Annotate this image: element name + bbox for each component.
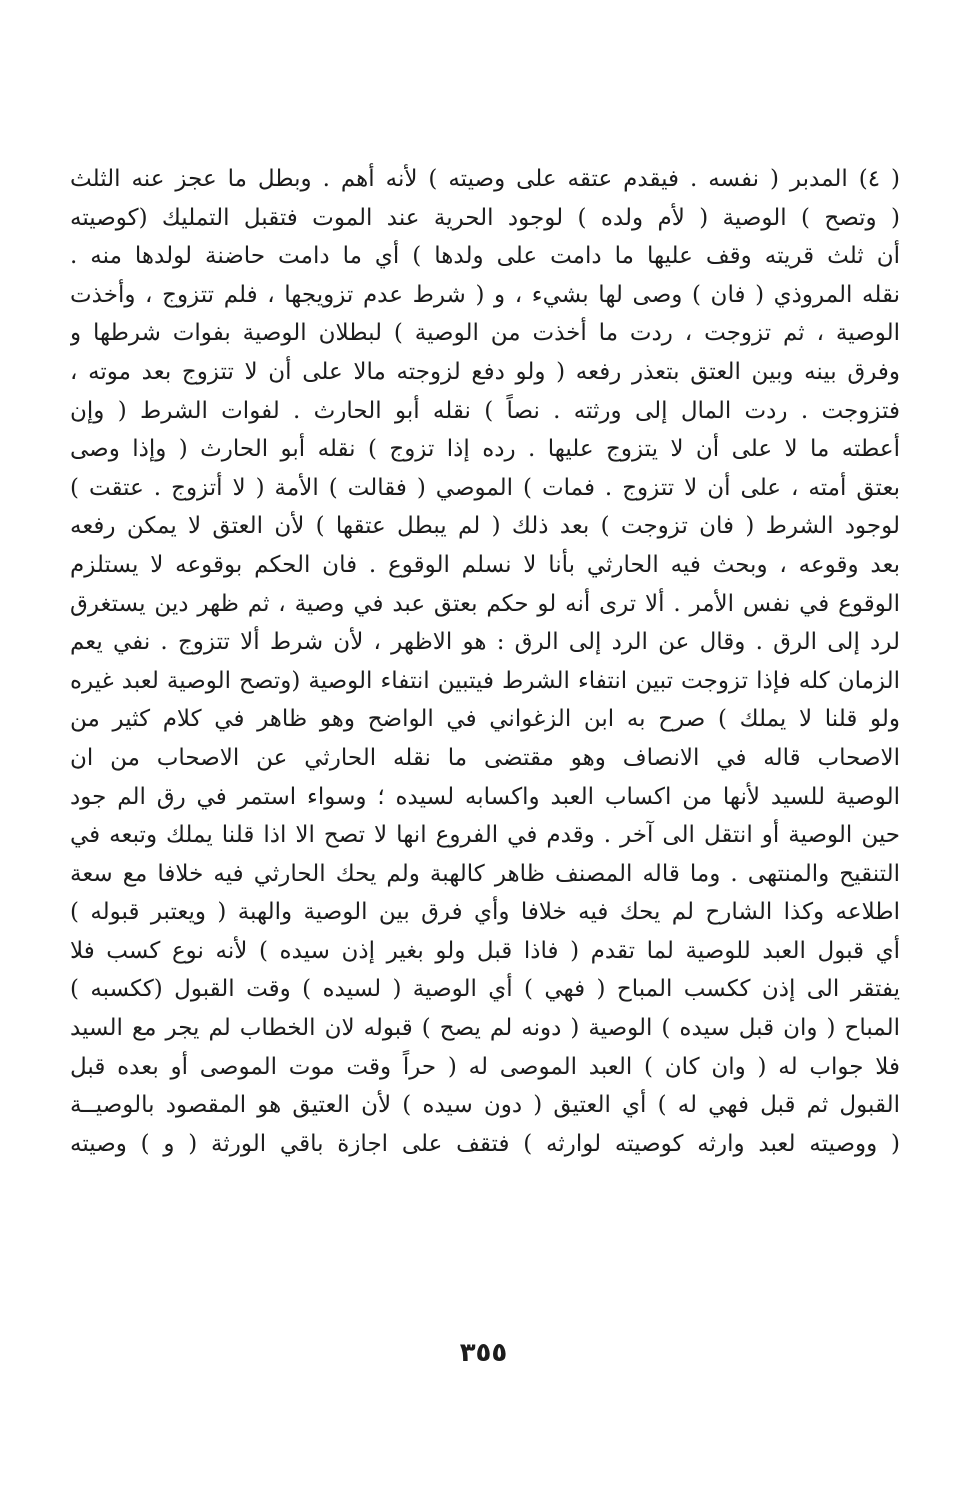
text-line: وفرق بينه وبين العتق بتعذر رفعه ( ولو دفع لزوجته مالا على أن لا تتزوج بعد موته ، (70, 358, 900, 385)
text-line: فتزوجت . ردت المال إلى ورثته . نصاً ) نقله أبو الحارث . لفوات الشرط ( وإن (70, 397, 900, 424)
page-number: ٣٥٥ (459, 1338, 508, 1368)
text-line: لوجود الشرط ( فان تزوجت ) بعد ذلك ( لم يبطل عتقها ) لأن العتق لا يمكن رفعه (70, 513, 900, 540)
text-line: الوقوع في نفس الأمر . ألا ترى أنه لو حكم بعتق عبد في وصية ، ثم ظهر دين يستغرق (70, 590, 900, 617)
text-line: أن ثلث قريته وقف عليها ما دامت على ولدها ) أي ما دامت حاضنة لولدها منه . (70, 243, 900, 270)
text-line: ( ووصيته لعبد وارثه كوصيته لوارثه ) فتقف على اجازة باقي الورثة ( و ) وصيته (70, 1130, 900, 1157)
text-line: بعد وقوعه ، وبحث فيه الحارثي بأنا لا نسلم الوقوع . فان الحكم بوقوعه لا يستلزم (70, 551, 900, 578)
text-line: أعطته ما لا على أن لا يتزوج عليها . رده إذا تزوج ) نقله أبو الحارث ( وإذا وصى (70, 436, 900, 463)
body-text (70, 160, 900, 1163)
text-line: أي قبول العبد للوصية لما تقدم ( فاذا قبل ولو بغير إذن سيده ) لأنه نوع كسب فلا (70, 937, 900, 964)
text-line: الزمان كله فإذا تزوجت تبين انتفاء الشرط فيتبين انتفاء الوصية (وتصح الوصية لعبد غيره (70, 667, 900, 694)
text-line: ( ٤) المدبر ( نفسه . فيقدم عتقه على وصيته ) لأنه أهم . وبطل ما عجز عنه الثلث (70, 166, 900, 192)
text-line: الاصحاب قاله في الانصاف وهو مقتضى ما نقله الحارثي عن الاصحاب من ان (70, 744, 900, 771)
text-line: حين الوصية أو انتقل الى آخر . وقدم في الفروع انها لا تصح الا اذا قلنا يملك وتبعه في (70, 822, 900, 849)
text-line: بعتق أمته ، على أن لا تتزوج . فمات ) الموصي ( فقالت ) الأمة ( لا أتزوج . عتقت ) (70, 474, 900, 501)
text-line: لرد إلى الرق . وقال عن الرد إلى الرق : هو الاظهر ، لأن شرط ألا تتزوج . نفي يعم (70, 629, 900, 656)
text-line: القبول ثم قبل فهي له ) أي العتيق ( دون سيده ) لأن العتيق هو المقصود بالوصيــة (70, 1092, 900, 1119)
text-line: ولو قلنا لا يملك ) صرح به ابن الزغواني في الواضح وهو ظاهر في كلام كثير من (70, 706, 900, 733)
text-line: الوصية ، ثم تزوجت ، ردت ما أخذت من الوصية ) لبطلان الوصية بفوات شرطها و (70, 320, 900, 347)
text-line: المباح ( وان قبل سيده ) الوصية ( دونه لم يصح ) قبوله لان الخطاب لم يجر مع السيد (70, 1015, 900, 1042)
text-line: فلا جواب له ( وان كان ) العبد الموصى له ( حراً وقت موت الموصى أو بعده قبل (70, 1053, 900, 1080)
text-line: ( وتصح ) الوصية ( لأم ولده ) لوجود الحرية عند الموت فتقبل التمليك (كوصيته (70, 204, 900, 231)
text-line: اطلاعه وكذا الشارح لم يحك فيه خلافا وأي فرق بين الوصية والهبة ( ويعتبر قبوله ) (70, 899, 900, 926)
text-line: نقله المروذي ( فان ) وصى لها بشيء ، و ( شرط عدم تزويجها ، فلم تتزوج ، وأخذت (70, 281, 900, 308)
text-line: الوصية للسيد لأنها من اكساب العبد واكسابه لسيده ؛ وسواء استمر في رق الم جود (70, 783, 900, 810)
text-line: يفتقر الى إذن ككسب المباح ( فهي ) أي الوصية ( لسيده ) وقت القبول (ككسبه ) (70, 976, 900, 1003)
text-line: التنقيح والمنتهى . وما قاله المصنف ظاهر كالهبة ولم يحك الحارثي فيه خلافا مع سعة (70, 860, 900, 887)
